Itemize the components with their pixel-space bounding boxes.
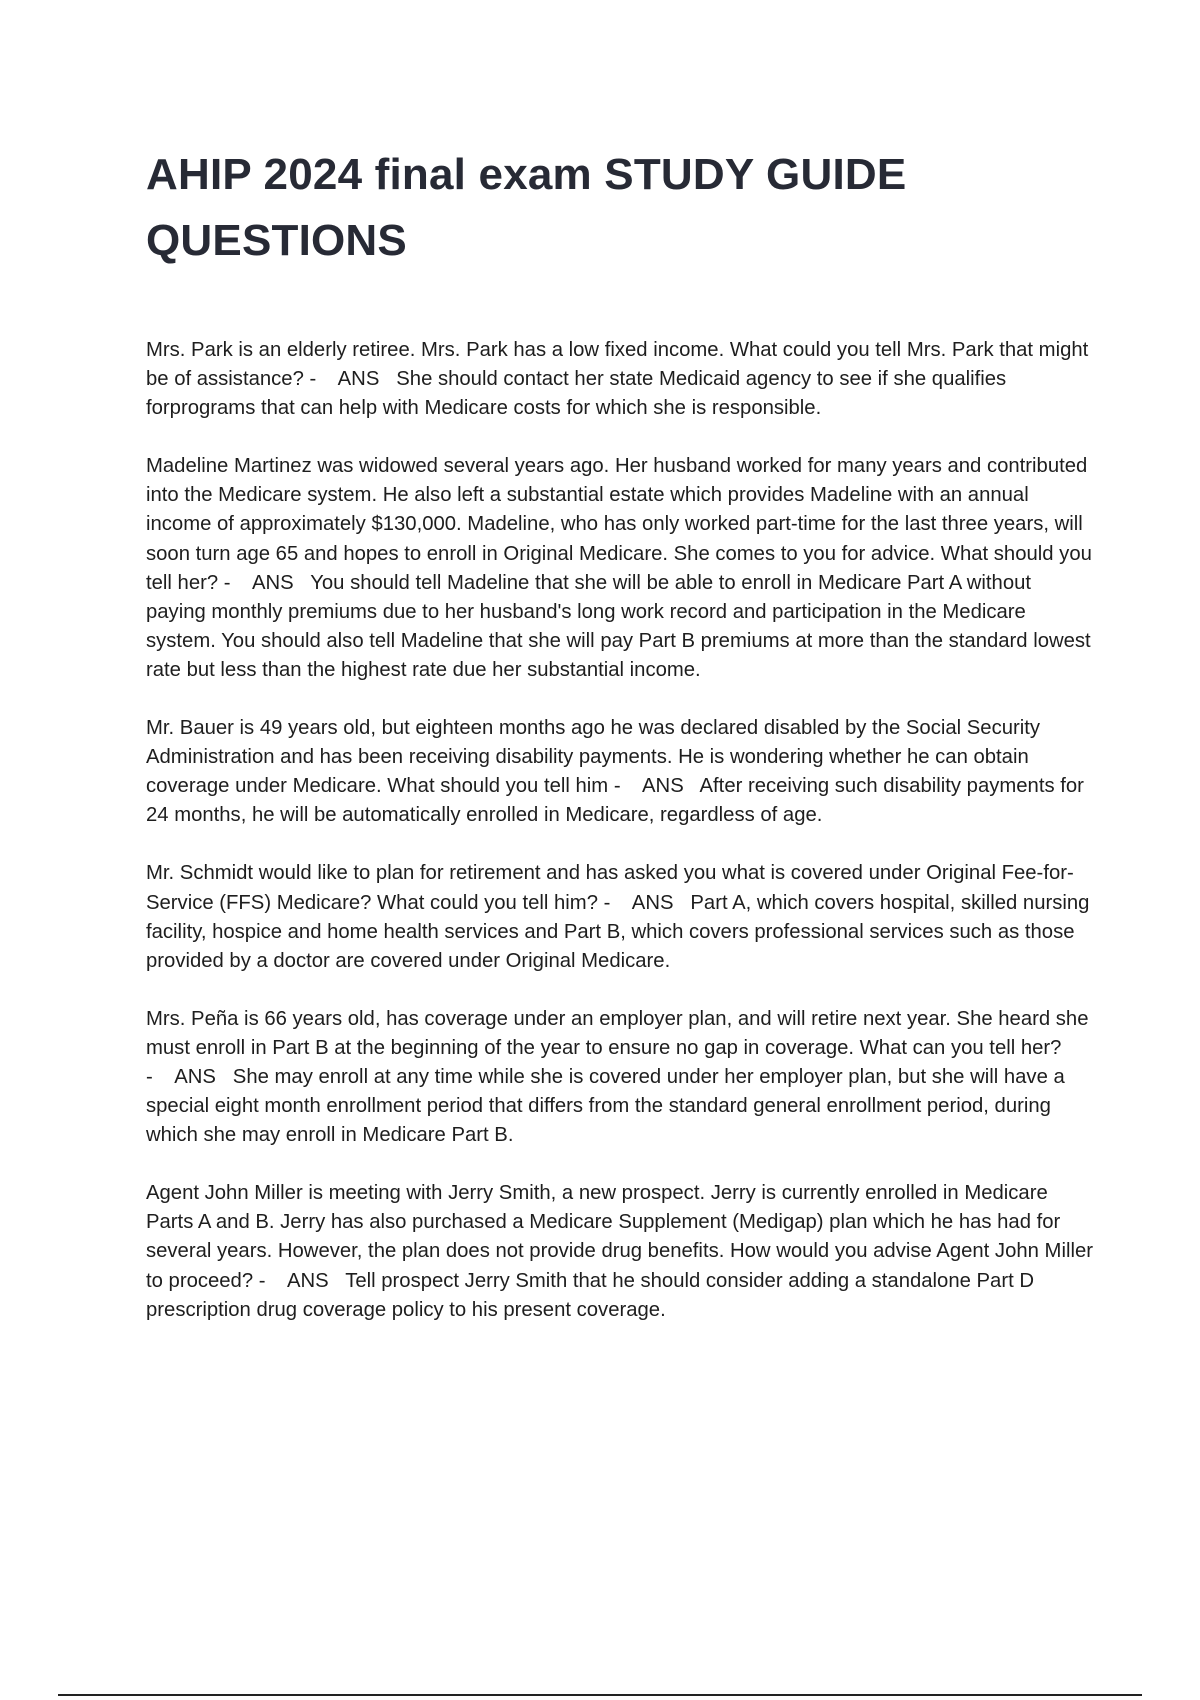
qa-item (146, 1005, 1094, 1150)
question-text: Mr. Schmidt would like to plan for retirement and has asked you what is covered under Original Fee-for-Service (FFS) Medicare? What could you tell him? - (146, 862, 1074, 914)
answer-marker: ANS (251, 571, 294, 594)
qa-list (146, 336, 1099, 1354)
qa-item (146, 336, 1094, 423)
qa-item (146, 859, 1094, 975)
question-text: Madeline Martinez was widowed several years ago. Her husband worked for many years and contributed into the Medicare system. He also left a substantial estate which provides Madeline with an annual income of approximately $130,000. Madeline, who has only worked part-time for the last three years, will soon turn age 65 and hopes to enroll in Original Medicare. She comes to you for advice. What should you tell her? - (146, 455, 1098, 594)
answer-marker: ANS (337, 368, 380, 391)
question-text: Mr. Bauer is 49 years old, but eighteen months ago he was declared disabled by the Social Security Administration and has been receiving disability payments. He is wondering whether he can obtain coverage under Medicare. What should you tell him - (146, 717, 1045, 798)
qa-item (146, 1179, 1099, 1324)
question-text: Agent John Miller is meeting with Jerry Smith, a new prospect. Jerry is currently enrolled in Medicare Parts A and B. Jerry has also purchased a Medicare Supplement (Medigap) plan which he has had for several years. However, the plan does not provide drug benefits. How would you advise Agent John Miller to proceed? - (146, 1182, 1099, 1292)
answer-text: She should contact her state Medicaid agency to see if she qualifies forprograms that can help with Medicare costs for which she is responsible. (146, 368, 1012, 420)
qa-item (146, 452, 1098, 685)
question-text: Mrs. Park is an elderly retiree. Mrs. Park has a low fixed income. What could you tell Mrs. Park that might be of assistance? - (146, 339, 1094, 391)
answer-text: She may enroll at any time while she is covered under her employer plan, but she will have a special eight month enrollment period that differs from the standard general enrollment period, during which she may enroll in Medicare Part B. (146, 1065, 1071, 1147)
answer-marker: ANS (642, 775, 684, 798)
answer-marker: ANS (174, 1065, 216, 1088)
qa-item (146, 714, 1094, 830)
document-title: AHIP 2024 final exam STUDY GUIDE QUESTIONS (146, 150, 907, 265)
answer-text: Part A, which covers hospital, skilled nursing facility, hospice and home health services and Part B, which covers professional services such as those provided by a doctor are covered under Original Medicare. (146, 891, 1096, 972)
answer-text: Tell prospect Jerry Smith that he should consider adding a standalone Part D prescription drug coverage policy to his present coverage. (146, 1269, 1040, 1321)
footer-divider (58, 1694, 1142, 1696)
answer-marker: ANS (631, 891, 674, 914)
question-text: Mrs. Peña is 66 years old, has coverage under an employer plan, and will retire next year. She heard she must enroll in Part B at the beginning of the year to ensure no gap in coverage. What can you tell her? - (146, 1007, 1095, 1088)
answer-text: You should tell Madeline that she will be able to enroll in Medicare Part A without paying monthly premiums due to her husband's long work record and participation in the Medicare system. You should also tell Madeline that she will pay Part B premiums at more than the standard lowest rate but less than the highest rate due her substantial income. (146, 571, 1097, 681)
answer-marker: ANS (286, 1269, 329, 1292)
answer-text: After receiving such disability payments for 24 months, he will be automatically enrolled in Medicare, regardless of age. (146, 775, 1090, 827)
